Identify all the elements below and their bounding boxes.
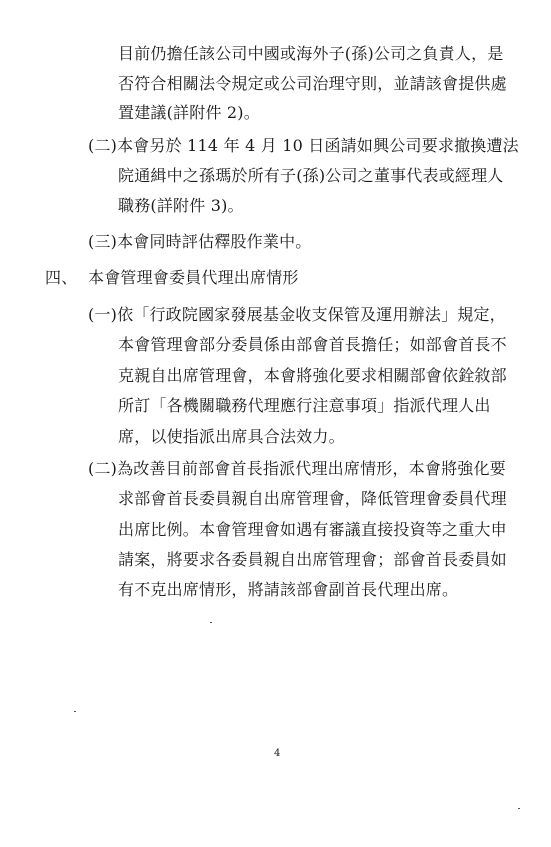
text-line: 目前仍擔任該公司中國或海外子(孫)公司之負責人，是 [118,44,504,63]
text-line: (一)依「行政院國家發展基金收支保管及運用辦法」規定， [88,305,506,324]
text-line: (二)本會另於 114 年 4 月 10 日函請如興公司要求撤換遭法 [88,136,519,155]
scan-speck [74,711,76,712]
text-line: 有不克出席情形，將請該部會副首長代理出席。 [118,580,459,599]
text-line: 院通緝中之孫瑪於所有子(孫)公司之董事代表或經理人 [118,166,504,185]
section-heading: 本會管理會委員代理出席情形 [88,268,299,287]
text-line: (二)為改善目前部會首長指派代理出席情形，本會將強化要 [88,459,506,478]
page-number: 4 [274,748,281,759]
text-line: 求部會首長委員親自出席管理會，降低管理會委員代理 [118,489,507,508]
text-line: 否符合相關法令規定或公司治理守則，並請該會提供處 [118,74,507,93]
text-line: 出席比例。本會管理會如遇有審議直接投資等之重大申 [118,520,507,539]
scan-speck [210,622,212,623]
text-line: 克親自出席管理會，本會將強化要求相關部會依銓敘部 [118,366,507,385]
text-line: 置建議(詳附件 2)。 [118,103,260,122]
text-line: 本會管理會部分委員係由部會首長擔任；如部會首長不 [118,335,507,354]
scan-speck [518,808,520,809]
text-line: 職務(詳附件 3)。 [118,196,244,215]
text-line: 所訂「各機關職務代理應行注意事項」指派代理人出 [118,396,491,415]
text-line: 席，以使指派出席具合法效力。 [118,427,345,446]
section-number: 四、 [45,268,78,287]
text-line: 請案，將要求各委員親自出席管理會；部會首長委員如 [118,550,507,569]
text-line: (三)本會同時評估釋股作業中。 [88,232,312,251]
